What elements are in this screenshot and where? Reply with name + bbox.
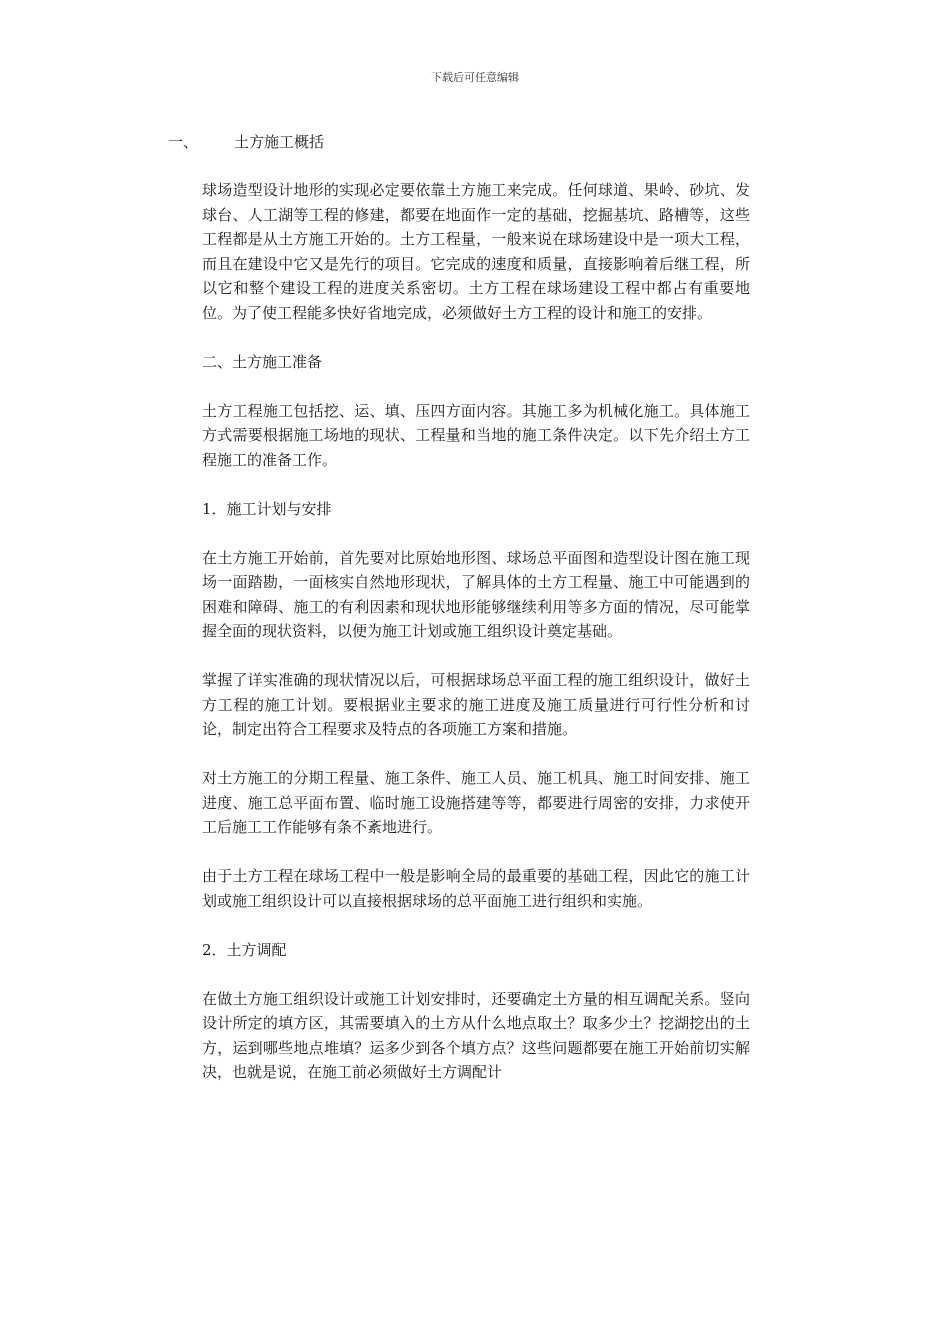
section-number: 一、 — [168, 133, 199, 151]
paragraph: 在做土方施工组织设计或施工计划安排时，还要确定土方量的相互调配关系。竖向设计所定的填方区，其需要填入的土方从什么地点取土？取多少土？挖湖挖出的土方，运到哪些地点堆填？运多少到各个填方点？这些问题都要在施工开始前切实解决，也就是说，在施工前必须做好土方调配计 — [202, 989, 750, 1081]
paragraph: 土方工程施工包括挖、运、填、压四方面内容。其施工多为机械化施工。具体施工方式需要根据施工场地的现状、工程量和当地的施工条件决定。以下先介绍土方工程施工的准备工作。 — [202, 401, 750, 469]
section-heading-2: 二、土方施工准备 — [202, 352, 323, 371]
subsection-heading-2: 2．土方调配 — [202, 940, 287, 959]
paragraph: 掌握了详实准确的现状情况以后，可根据球场总平面工程的施工组织设计，做好土方工程的施工计划。要根据业主要求的施工进度及施工质量进行可行性分析和讨论，制定出符合工程要求及特点的各项施工方案和措施。 — [202, 671, 750, 738]
paragraph: 对土方施工的分期工程量、施工条件、施工人员、施工机具、施工时间安排、施工进度、施工总平面布置、临时施工设施搭建等等，都要进行周密的安排，力求使开工后施工工作能够有条不紊地进行。 — [202, 769, 750, 836]
paragraph: 在土方施工开始前，首先要对比原始地形图、球场总平面图和造型设计图在施工现场一面踏勘，一面核实自然地形现状，了解具体的土方工程量、施工中可能遇到的困难和障碍、施工的有利因素和现状地形能够继续利用等多方面的情况，尽可能掌握全面的现状资料，以便为施工计划或施工组织设计奠定基础。 — [202, 548, 750, 640]
page-header: 下载后可任意编辑 — [431, 71, 519, 84]
paragraph: 由于土方工程在球场工程中一般是影响全局的最重要的基础工程，因此它的施工计划或施工组织设计可以直接根据球场的总平面施工进行组织和实施。 — [202, 867, 750, 910]
section-heading-1 — [168, 132, 324, 152]
document-body — [202, 178, 750, 1109]
section-title: 土方施工概括 — [234, 133, 325, 151]
paragraph: 球场造型设计地形的实现必定要依靠土方施工来完成。任何球道、果岭、砂坑、发球台、人工湖等工程的修建，都要在地面作一定的基础，挖掘基坑、路槽等，这些工程都是从土方施工开始的。土方工程量，一般来说在球场建设中是一项大工程，而且在建设中它又是先行的项目。它完成的速度和质量，直接影响着后继工程，所以它和整个建设工程的进度关系密切。土方工程在球场建设工程中都占有重要地位。为了使工程能多快好省地完成，必须做好土方工程的设计和施工的安排。 — [202, 181, 750, 322]
subsection-heading-1: 1．施工计划与安排 — [202, 499, 332, 518]
